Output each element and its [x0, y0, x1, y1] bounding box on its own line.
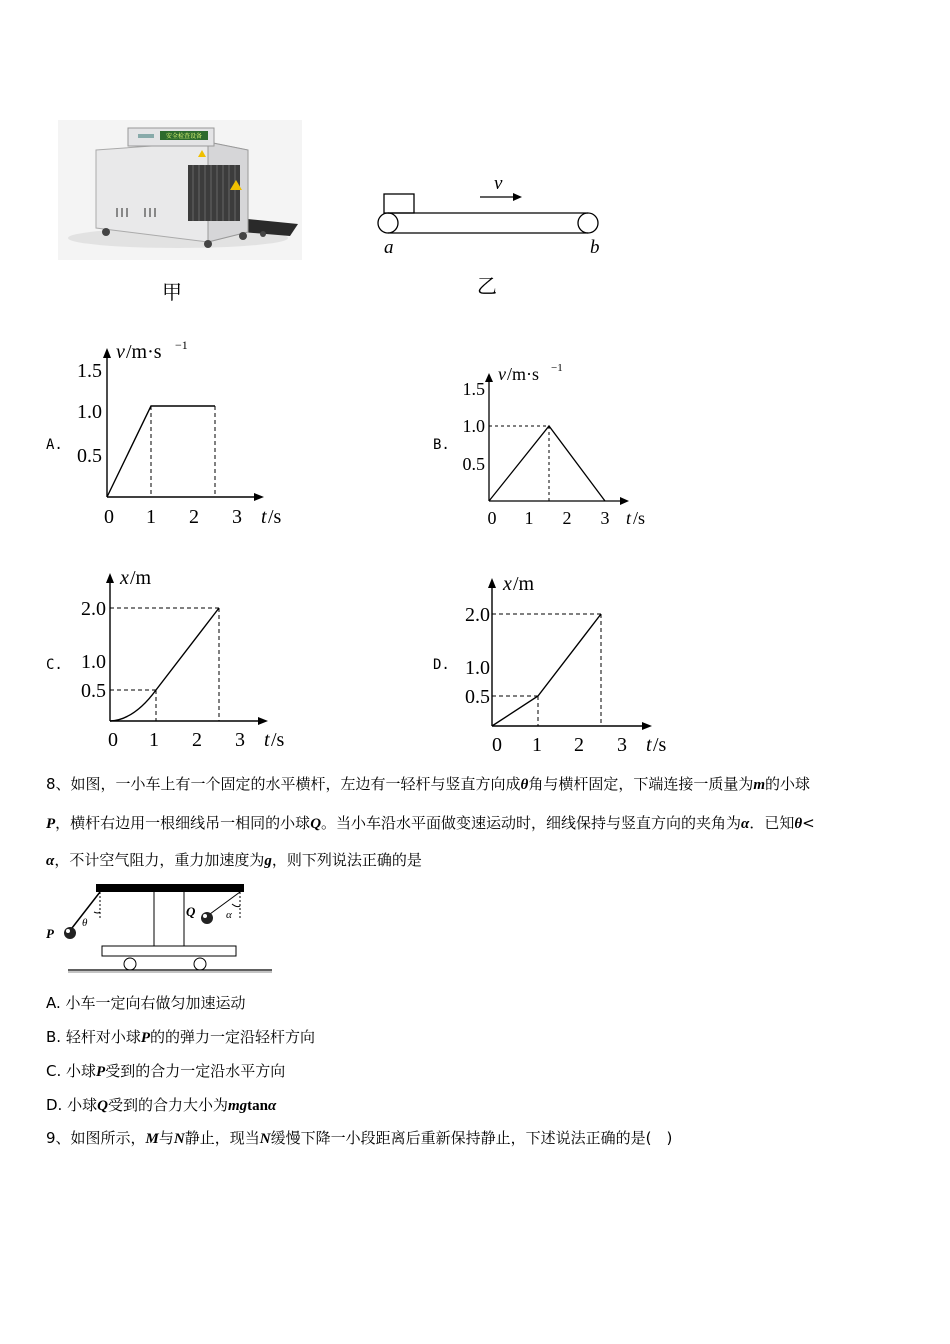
q9-text: 9、如图所示，	[46, 1129, 146, 1147]
graph-c-ytick-labels	[81, 598, 106, 702]
graph-b-ylabel-exp: −1	[551, 362, 563, 374]
q9-text: 缓慢下降一小段距离后重新保持静止，下述说法正确的是( )	[270, 1129, 673, 1147]
graph-b-x-arrow	[620, 497, 629, 505]
graph-b-ytick: 1.5	[462, 379, 485, 399]
graph-c-xtick: 0	[108, 729, 118, 751]
graph-d-series-line	[492, 614, 601, 726]
graph-c-ytick: 2.0	[81, 598, 106, 620]
graph-a-xtick: 3	[232, 506, 242, 528]
graph-d-ylabel-unit: /m	[513, 573, 535, 595]
graph-c-ytick: 1.0	[81, 651, 106, 673]
graph-b-series-line	[489, 426, 605, 501]
graph-b-ytick: 1.0	[462, 416, 485, 436]
q8-text: ，横杆右边用一根细线吊一相同的小球	[55, 814, 311, 832]
q9-stem	[46, 1128, 916, 1149]
graph-a	[62, 336, 292, 536]
graph-c-series-line	[110, 608, 219, 721]
graph-a-ylabel-exp: −1	[175, 338, 188, 352]
graph-d-option-label: D.	[433, 657, 450, 673]
thin-string	[210, 892, 240, 914]
velocity-label: v	[494, 173, 503, 194]
graph-d	[450, 566, 680, 766]
graph-c-xtick: 2	[192, 729, 202, 751]
graph-d-xtick: 3	[617, 734, 627, 756]
label-P: P	[46, 926, 54, 941]
q9-text: 与	[158, 1129, 174, 1147]
option-var: P	[140, 1030, 150, 1046]
graph-c	[66, 560, 296, 760]
graph-c-x-arrow	[258, 717, 268, 725]
machine-display-label: 安全检查设备	[165, 134, 203, 140]
q8-var-alpha: α	[46, 853, 55, 869]
q8-text: ，不计空气阻力，重力加速度为	[54, 851, 265, 869]
graph-d-xtick: 2	[574, 734, 584, 756]
caption-yi: 乙	[477, 274, 497, 298]
q8-var-g: g	[264, 853, 272, 869]
option-var: Q	[97, 1098, 108, 1114]
graph-c-xtick: 1	[149, 729, 159, 751]
graph-c-ylabel-var: x	[120, 567, 129, 589]
graph-b-ytick: 0.5	[462, 454, 485, 474]
graph-c-xtick-labels	[108, 729, 245, 751]
belt-end-a: a	[384, 237, 394, 258]
graph-a-ylabel-unit: /m·s	[126, 341, 162, 363]
xray-machine-photo	[58, 120, 302, 260]
graph-a-ytick: 1.0	[77, 401, 102, 423]
cart-wheel	[124, 958, 136, 970]
q8-var-P: P	[46, 816, 56, 832]
graph-d-xtick-labels	[492, 734, 627, 756]
graph-a-xlabel-unit: /s	[268, 506, 282, 528]
q8-option-b[interactable]	[46, 1026, 315, 1047]
graph-b-xtick: 3	[600, 508, 610, 528]
velocity-arrowhead	[513, 193, 522, 201]
graph-d-xlabel-unit: /s	[653, 734, 667, 756]
theta-arc	[94, 912, 100, 913]
graph-a-ytick: 0.5	[77, 445, 102, 467]
caption-jia: 甲	[162, 280, 182, 304]
graph-a-option-label: A.	[46, 437, 63, 453]
graph-b-xtick-labels	[488, 508, 610, 528]
label-Q: Q	[186, 904, 196, 919]
q8-text: 的小球	[765, 775, 811, 793]
graph-a-xlabel-var: t	[261, 506, 267, 528]
q9-text: 静止，现当	[184, 1129, 260, 1147]
cart-wheel	[194, 958, 206, 970]
graph-c-option-label: C.	[46, 657, 63, 673]
q8-line1	[46, 774, 916, 795]
graph-d-ylabel-var: x	[503, 573, 512, 595]
graph-c-xtick: 3	[235, 729, 245, 751]
q8-option-c[interactable]	[46, 1060, 285, 1081]
graph-d-ytick: 1.0	[465, 657, 490, 679]
q8-text: 8、如图，一小车上有一个固定的水平横杆，左边有一轻杆与竖直方向成	[46, 775, 521, 793]
package-box	[384, 194, 414, 213]
graph-c-ylabel-unit: /m	[130, 567, 152, 589]
graph-d-xtick: 1	[532, 734, 542, 756]
q8-line2	[46, 813, 916, 834]
q8-text: ，则下列说法正确的是	[271, 851, 422, 869]
q8-option-d[interactable]	[46, 1094, 276, 1115]
graph-b	[448, 356, 658, 536]
graph-a-ylabel-var: v	[116, 341, 125, 363]
graph-a-x-arrow	[254, 493, 264, 501]
roller-right	[578, 213, 598, 233]
q8-var-theta: θ	[794, 816, 803, 832]
graph-c-xlabel-unit: /s	[271, 729, 285, 751]
graph-d-ytick: 2.0	[465, 604, 490, 626]
graph-d-ytick-labels	[465, 604, 490, 708]
q8-text: 角与横杆固定，下端连接一质量为	[528, 775, 754, 793]
option-var: α	[267, 1098, 277, 1114]
label-theta: θ	[82, 917, 88, 929]
graph-b-option-label: B.	[433, 437, 450, 453]
q8-line3	[46, 850, 916, 871]
q9-var-N: N	[259, 1131, 271, 1147]
option-text: tan	[247, 1098, 268, 1114]
option-text: D. 小球	[46, 1096, 98, 1114]
graph-a-xtick-labels	[104, 506, 242, 528]
graph-d-xtick: 0	[492, 734, 502, 756]
q8-text: 。当小车沿水平面做变速运动时，细线保持与竖直方向的夹角为	[321, 814, 742, 832]
option-text: 受到的合力大小为	[107, 1096, 228, 1114]
graph-b-xtick: 1	[524, 508, 534, 528]
q9-var-M: M	[145, 1131, 159, 1147]
graph-b-xlabel-unit: /s	[633, 508, 646, 528]
q8-cart-figure	[44, 878, 280, 982]
graph-b-y-arrow	[485, 373, 493, 382]
graph-b-ylabel-unit: /m·s	[507, 364, 540, 384]
graph-d-x-arrow	[642, 722, 652, 730]
q8-var-m: m	[753, 777, 766, 793]
graph-a-xtick: 0	[104, 506, 114, 528]
q9-var-N: N	[173, 1131, 185, 1147]
graph-a-ytick: 1.5	[77, 360, 102, 382]
graph-b-xlabel-var: t	[626, 508, 632, 528]
graph-d-y-arrow	[488, 578, 496, 588]
graph-c-xlabel-var: t	[264, 729, 270, 751]
graph-c-y-arrow	[106, 573, 114, 583]
graph-b-ytick-labels	[463, 379, 486, 474]
graph-a-series-line	[107, 406, 215, 497]
graph-a-xtick: 1	[146, 506, 156, 528]
graph-a-ytick-labels	[77, 360, 102, 467]
ball-Q	[201, 912, 213, 924]
option-text: C. 小球	[46, 1062, 97, 1080]
graph-d-ytick: 0.5	[465, 686, 490, 708]
q8-var-alpha: α	[741, 816, 750, 832]
option-var: mg	[227, 1098, 248, 1114]
q8-var-Q: Q	[310, 816, 322, 832]
q8-option-a[interactable]: A. 小车一定向右做匀加速运动	[46, 994, 246, 1012]
roller-left	[378, 213, 398, 233]
cart-body	[102, 946, 236, 956]
option-text: B. 轻杆对小球	[46, 1028, 141, 1046]
graph-a-xtick: 2	[189, 506, 199, 528]
graph-b-xtick: 2	[562, 508, 572, 528]
graph-c-ytick: 0.5	[81, 680, 106, 702]
q8-var-theta: θ	[520, 777, 529, 793]
conveyor-belt-diagram	[372, 168, 608, 264]
graph-b-ylabel-var: v	[498, 364, 506, 384]
option-text: 的的弹力一定沿轻杆方向	[150, 1028, 316, 1046]
graph-a-y-arrow	[103, 348, 111, 358]
horizontal-bar	[96, 884, 244, 892]
belt-end-b: b	[590, 237, 600, 258]
option-text: 受到的合力一定沿水平方向	[105, 1062, 286, 1080]
option-var: P	[96, 1064, 106, 1080]
graph-b-xtick: 0	[487, 508, 497, 528]
label-alpha: α	[226, 909, 232, 921]
q8-text: ．已知	[749, 814, 795, 832]
graph-d-xlabel-var: t	[646, 734, 652, 756]
alpha-arc	[232, 904, 240, 907]
q8-text: <	[802, 814, 815, 832]
ball-P	[64, 927, 76, 939]
